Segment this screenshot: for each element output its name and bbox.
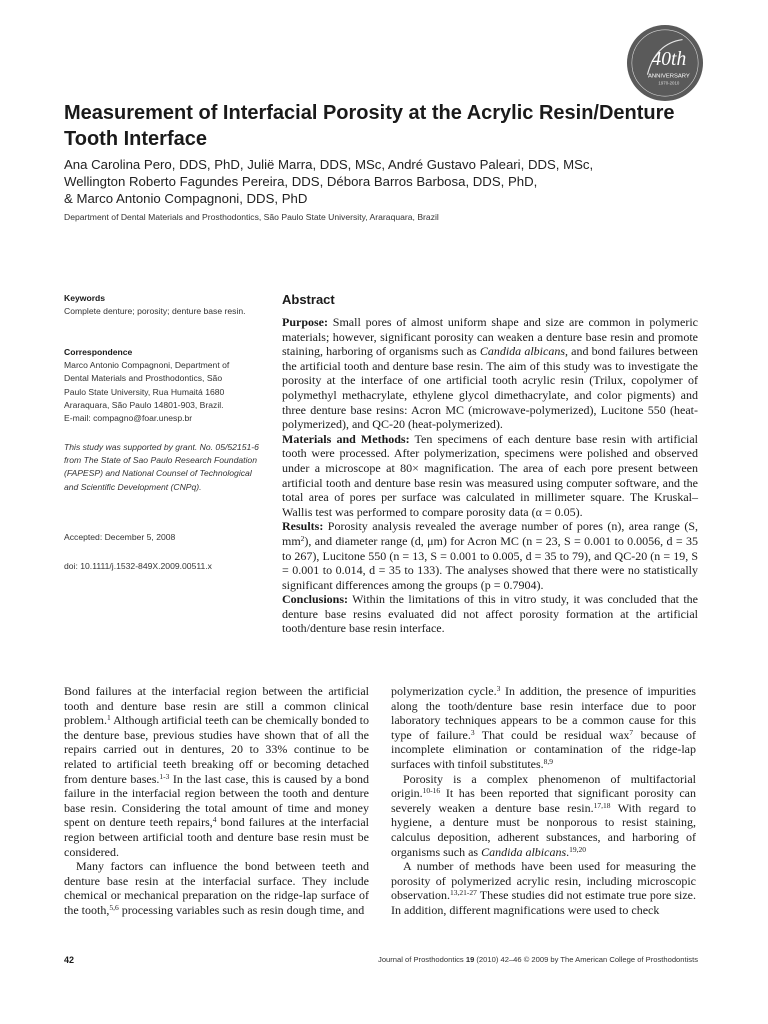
abstract-body <box>282 315 698 636</box>
anniversary-seal <box>626 24 704 102</box>
author-line: & Marco Antonio Compagnoni, DDS, PhD <box>64 191 308 206</box>
abstract-conclusions: Conclusions: Within the limitations of this in vitro study, it was concluded that the denture base resins evaluated did not affect porosity formation at the artificial tooth/denture base resin interface. <box>282 592 698 636</box>
correspondence-line: Araraquara, São Paulo 14801-903, Brazil. <box>64 399 224 410</box>
correspondence-heading: Correspondence <box>64 347 133 357</box>
abstract-heading: Abstract <box>282 292 335 307</box>
body-paragraph: polymerization cycle.$^3$ In addition, the presence of impurities along the tooth/denture base resin interface due to poor laboratory techniques appears to be a common cause for this type of failure.$^3$ That could be residual wax$^7$ because of incomplete elimination or contamination of the ridge-lap surfaces with tinfoil substitutes.$^{8,9}$ <box>391 684 696 771</box>
correspondence-line: Dental Materials and Prosthodontics, São <box>64 373 223 384</box>
correspondence-email[interactable]: E-mail: compagno@foar.unesp.br <box>64 413 193 424</box>
seal-number: 40th <box>651 48 687 70</box>
seal-years: 1970-2010 <box>658 80 680 86</box>
page-number: 42 <box>64 955 75 965</box>
affiliation: Department of Dental Materials and Prosthodontics, São Paulo State University, Araraquara, Brazil <box>64 212 439 222</box>
author-line: Ana Carolina Pero, DDS, PhD, Julië Marra, DDS, MSc, André Gustavo Paleari, DDS, MSc, <box>64 157 594 172</box>
keywords-text: Complete denture; porosity; denture base resin. <box>64 306 246 317</box>
body-column-left <box>64 684 369 918</box>
abstract-purpose: Purpose: Small pores of almost uniform shape and size are common in polymeric materials; however, significant porosity can weaken a denture base resin and promote staining, harboring of organisms such as Candida albicans, and bond failures between the artificial tooth and denture base resin. The aim of this study was to investigate the porosity at the interface of one artificial tooth acrylic resin (Trilux, copolymer of polymethyl methacrylate, ethylene glycol dimethacrylate, and color pigments) and three denture base resins: Acron MC (microwave-polymerized), Lucitone 550 (heat-polymerized), and QC-20 (heat-polymerized). <box>282 315 698 432</box>
doi-link[interactable]: doi: 10.1111/j.1532-849X.2009.00511.x <box>64 561 212 571</box>
article-title: Measurement of Interfacial Porosity at the Acrylic Resin/Denture Tooth Interface <box>64 102 675 150</box>
abstract-methods: Materials and Methods: Ten specimens of each denture base resin with artificial tooth were processed. After polymerization, specimens were polished and observed under a microscope at 80× magnification. The area of each pore present between artificial tooth and denture base resin was measured using computer software, and the total area of pores per surface was calculated in millimeter square. The Kruskal–Wallis test was performed to compare porosity data (α = 0.05). <box>282 431 699 519</box>
accepted-date: Accepted: December 5, 2008 <box>64 532 176 542</box>
journal-footer: Journal of Prosthodontics 19 (2010) 42–46 © 2009 by The American College of Prosthodontists <box>378 955 698 964</box>
body-paragraph: A number of methods have been used for measuring the porosity of polymerized acrylic resin, including microscopic observation.$^{13,21-27}$ These studies did not estimate true pore size. In addition, different magnifications were used to check <box>391 859 696 917</box>
body-paragraph: Bond failures at the interfacial region between the artificial tooth and denture base resin are still a common clinical problem.$^1$ Although artificial teeth can be chemically bonded to the denture base, previous studies have shown that of all the repairs carried out in dentures, 20 to 33% continue to be related to artificial teeth breaking off or becoming detached from denture bases.$^{1-3}$ In the last case, this is caused by a bond failure in the interfacial region between the tooth and denture base resin. Considering the total amount of time and money spent on denture teeth repairs,$^4$ bond failures at the interfacial region between artificial tooth and denture base resin must be considered. <box>64 684 370 859</box>
body-paragraph: Porosity is a complex phenomenon of multifactorial origin.$^{10-16}$ It has been reported that significant porosity can severely weaken a denture base resin.$^{17,18}$ With regard to hygiene, a denture must be nonporous to resist staining, calculus deposition, adherent substances, and harboring of organisms such as Candida albicans.$^{19,20}$ <box>391 771 696 859</box>
seal-label: ANNIVERSARY <box>648 73 690 80</box>
author-line: Wellington Roberto Fagundes Pereira, DDS, Débora Barros Barbosa, DDS, PhD, <box>64 174 538 189</box>
keywords-heading: Keywords <box>64 293 106 303</box>
keywords-block <box>64 292 264 318</box>
body-column-right <box>391 684 696 918</box>
body-paragraph: Many factors can influence the bond between teeth and denture base resin at the interfacial surface. They include chemical or mechanical preparation on the ridge-lap surface of the tooth,$^{5,6}$ processing variables such as resin dough time, and <box>64 859 369 917</box>
author-list <box>64 156 704 207</box>
abstract-results: Results: Porosity analysis revealed the average number of pores (n), area range (S, $mm^2$), and diameter range (d, μm) for Acron MC (n = 23, S = 0.001 to 0.0056, d = 35 to 267), Lucitone 550 (n = 13, S = 0.001 to 0.005, d = 35 to 79), and QC-20 (n = 19, S = 0.001 to 0.014, d = 35 to 133). The analyses showed that there were no statistically significant differences among the groups (p = 0.7904). <box>282 519 698 592</box>
funding-note: This study was supported by grant. No. 05/52151-6 from The State of Sao Paulo Research Foundation (FAPESP) and National Counsel of Technological and Scientific Development (CNPq). <box>64 442 259 492</box>
correspondence-line: Marco Antonio Compagnoni, Department of <box>64 360 230 371</box>
correspondence-line: Paulo State University, Rua Humaitá 1680 <box>64 386 225 397</box>
correspondence-block <box>64 346 264 425</box>
